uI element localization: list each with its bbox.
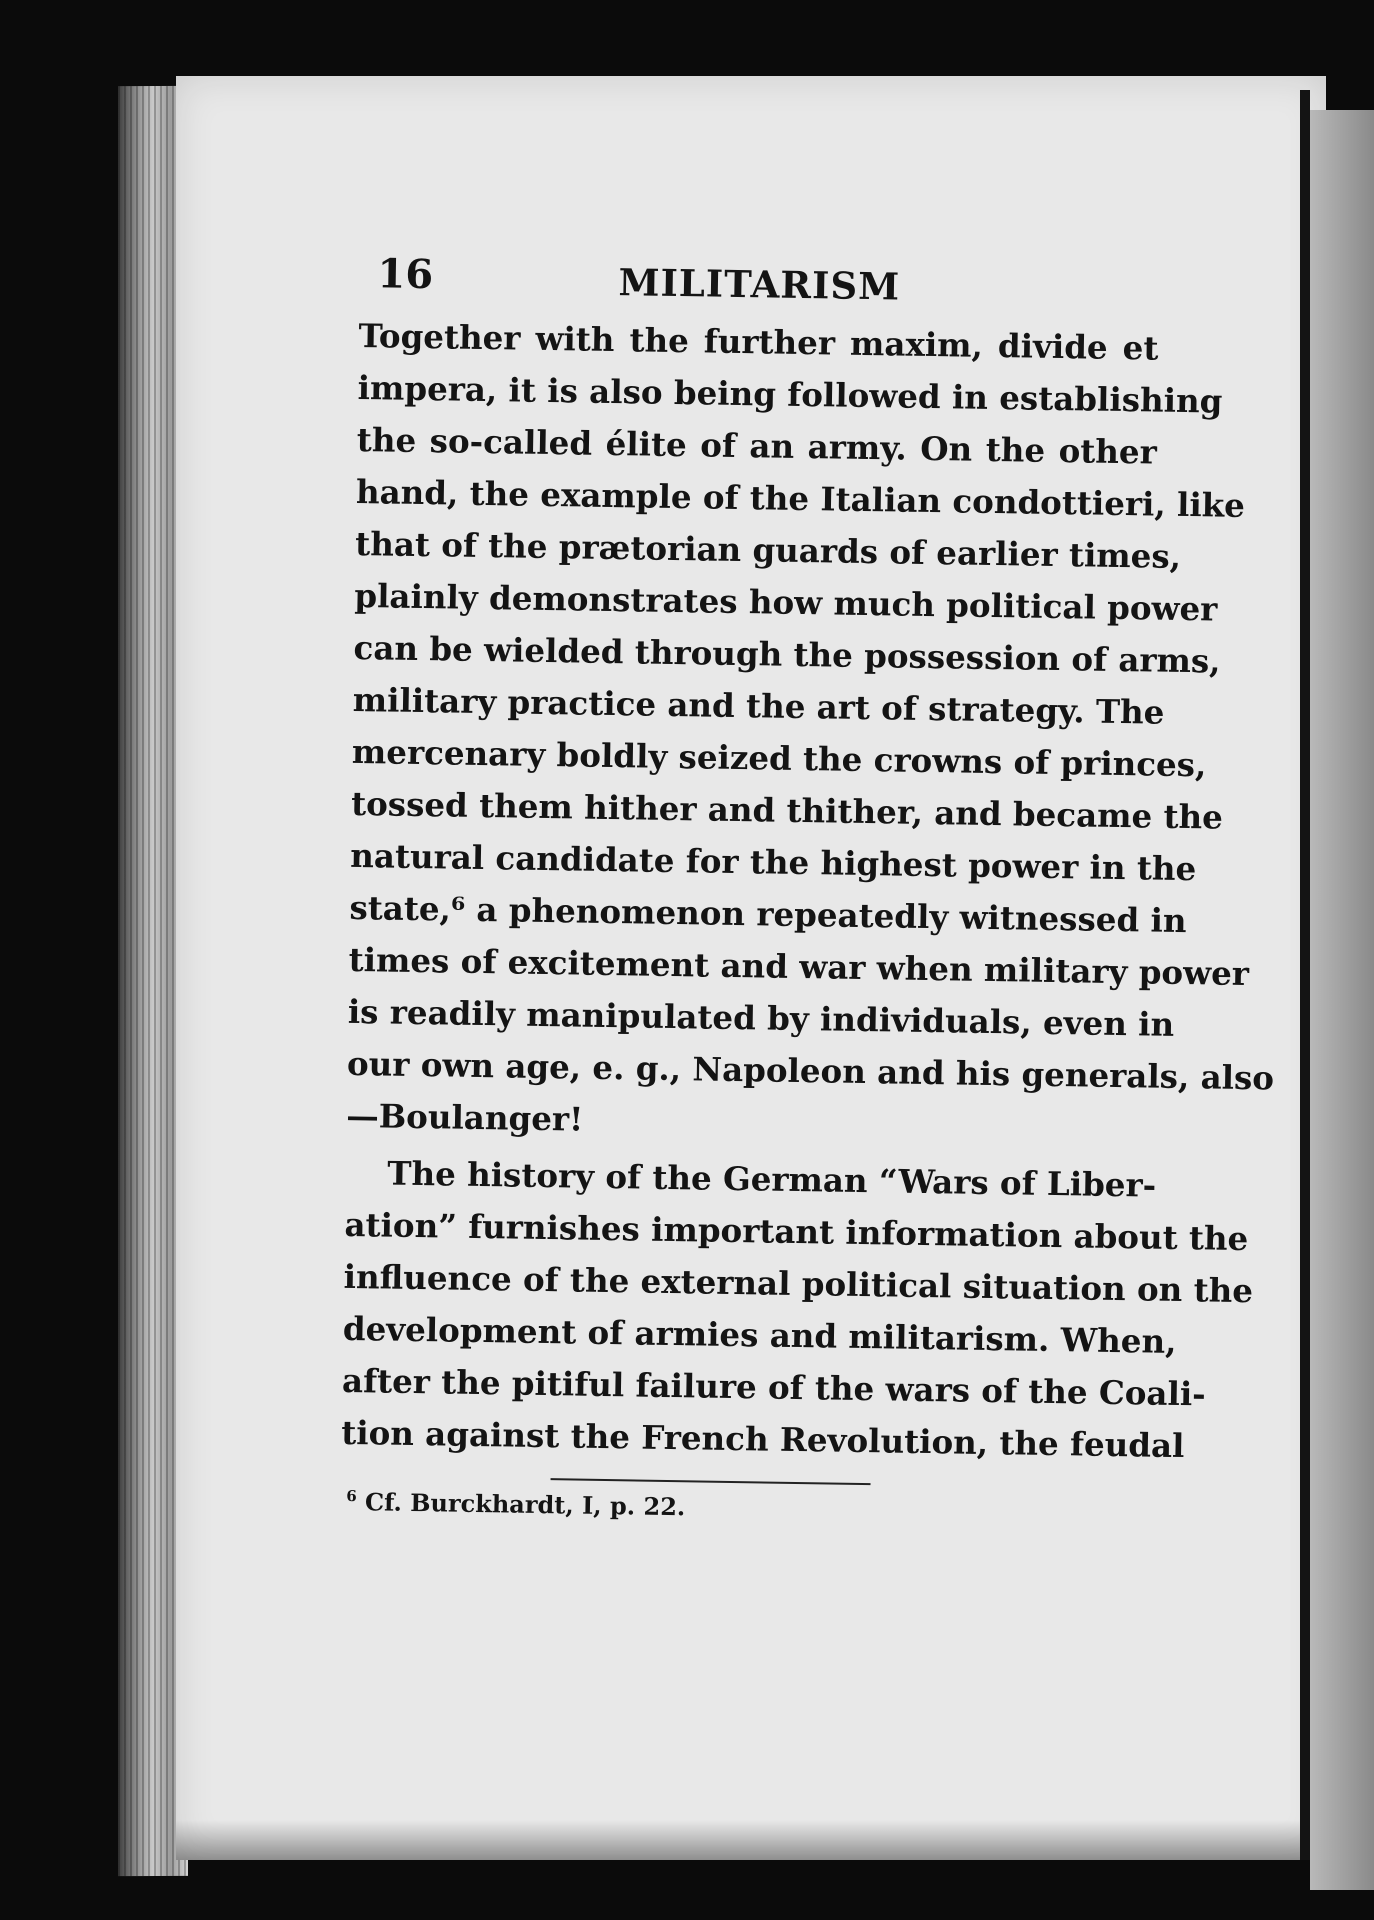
footnote-divider <box>551 1478 871 1485</box>
page-content <box>340 240 1275 1528</box>
footnote-marker: 6 <box>346 1486 357 1506</box>
text-line: tion against the French Revolution, the feudal <box>340 1412 1185 1466</box>
text-line: —Boulanger! <box>345 1095 584 1139</box>
facing-page-strip <box>1310 110 1374 1890</box>
text-line: times of excitement and war when military power <box>348 939 1250 994</box>
body-text <box>340 310 1275 1471</box>
running-title: MILITARISM <box>618 260 901 309</box>
paragraph-2 <box>340 1147 1254 1472</box>
running-head <box>359 240 1160 323</box>
text-line: our own age, e. g., Napoleon and his generals, also <box>346 1043 1275 1098</box>
text-line: military practice and the art of strategy. The <box>352 679 1165 732</box>
text-line: plainly demonstrates how much political power <box>354 575 1218 629</box>
text-line: after the pitiful failure of the wars of the Coali- <box>341 1360 1207 1414</box>
page-number: 16 <box>377 250 434 299</box>
text-line: can be wielded through the possession of arms, <box>353 627 1221 681</box>
footnote-text: Cf. Burckhardt, I, p. 22. <box>364 1487 686 1522</box>
text-line: influence of the external political situation on the <box>343 1256 1254 1311</box>
text-line: The history of the German “Wars of Liber- <box>387 1153 1157 1205</box>
text-line: Together with the further maxim, divide et <box>358 315 1159 368</box>
text-line: natural candidate for the highest power in the <box>350 835 1197 889</box>
paragraph-1 <box>345 310 1275 1154</box>
text-line: mercenary boldly seized the crowns of princes, <box>351 731 1207 785</box>
text-line: that of the prætorian guards of earlier times, <box>354 523 1182 576</box>
text-line: development of armies and militarism. When, <box>342 1308 1177 1361</box>
text-line: hand, the example of the Italian condottieri, like <box>355 471 1246 525</box>
text-line: the so-called élite of an army. On the other <box>356 419 1158 472</box>
text-line: is readily manipulated by individuals, even in <box>347 991 1175 1044</box>
text-line: tossed them hither and thither, and became the <box>350 783 1224 837</box>
page-right-border <box>1300 90 1310 1860</box>
text-line: ation” furnishes important information about the <box>344 1204 1249 1259</box>
text-line: state,⁶ a phenomenon repeatedly witnessed in <box>349 887 1187 941</box>
text-line: impera, it is also being followed in establishing <box>357 367 1223 421</box>
